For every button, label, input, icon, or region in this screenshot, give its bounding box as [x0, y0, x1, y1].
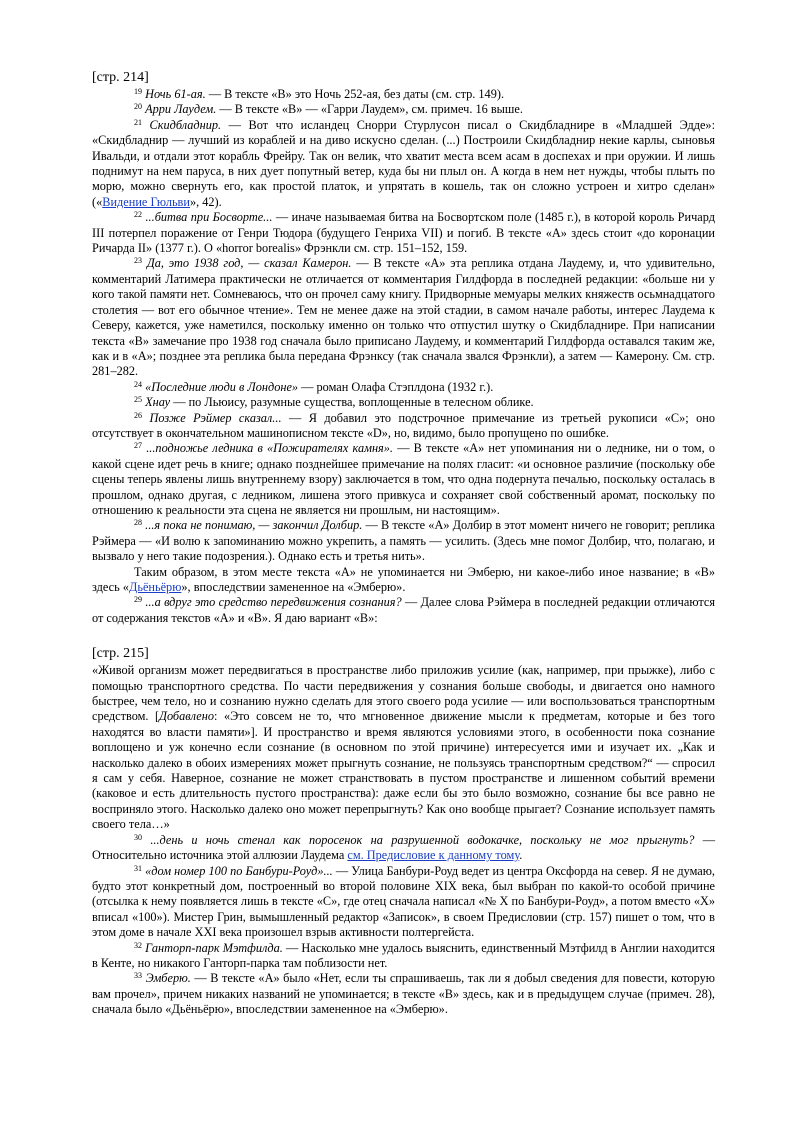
- footnote-number: 29: [134, 595, 142, 605]
- footnote-lemma: Хнау: [145, 395, 171, 410]
- footnote-number: 30: [134, 832, 142, 842]
- footnote-22: [92, 210, 715, 256]
- footnote-25: [92, 395, 715, 410]
- page-ref-215: [стр. 215]: [92, 646, 149, 662]
- footnote-text: — В тексте «А» эта реплика отдана Лаудему, и, что удивительно, комментарий Латимера практически не отличается от комментария Гилдфорда в последней редакции: «больше ни у кого такой памяти нет. Сомневаюсь, что он прочел саму книгу. Придворные мемуары мелких княжеств осьмнадцатого столетия — вот его обычное чтение». Тем не менее даже на этой стадии, в самом начале работы, интерес Лаудема к Северу, кажется, уже наметился, поскольку именно он только что отпустил шутку о Скидбладнире. При написании текста «В» замечание про 1938 год сначала было приписано Лаудему, и комментарий Гилдфорда оставался таким же, как и в «А»; позднее эта реплика была передана Фрэнксу (так сначала звался Фрэнкли), а затем — Камерону. См. стр. 281–282.: [92, 256, 715, 379]
- footnote-number: 25: [134, 395, 142, 405]
- document-page: [92, 70, 715, 1018]
- footnote-lemma: Ганторп-парк Мэтфилда.: [145, 940, 283, 955]
- footnote-text: — Вот что исландец Снорри Стурлусон писал о Скидбладнире в «Младшей Эдде»: «Скидбладнир — лучший из кораблей и на диво искусно сделан. (...) Построили Скидбладнир некие карлы, сыновья Ивальди, и отдали этот корабль Фрейру. Так он велик, что хватит места всем асам в доспехах и при оружии. И лишь поднимут на нем паруса, в них дует попутный ветер, куда бы ни плыл он. А когда в нем нет нужды, чтобы плыть по морю, можно свернуть его, как простой платок, и упрятать в кошель, так он сложно устроен и хитро сделан» («: [92, 117, 715, 209]
- footnote-lemma: Да, это 1938 год, — сказал Камерон.: [146, 256, 352, 271]
- footnote-32: [92, 941, 715, 972]
- footnote-30: [92, 833, 715, 864]
- footnote-number: 20: [134, 102, 142, 112]
- footnote-27: [92, 441, 715, 518]
- footnote-number: 33: [134, 971, 142, 981]
- footnote-number: 21: [134, 117, 142, 127]
- footnote-20: [92, 102, 715, 117]
- footnote-26: [92, 411, 715, 442]
- footnote-lemma: Арри Лаудем.: [145, 102, 217, 117]
- footnote-text: — В тексте «А» нет упоминания ни о леднике, ни о том, о какой сцене идет речь в книге; однако позднейшее примечание на полях гласит: «и основное различие (поскольку обе сцены теперь явлены лишь внутреннему взору) заключается в том, что одна подернута печалью, поскольку осталась в прошлом, однако другая, с ледником, лишена этого привкуса и сохраняет свой собственный аромат, поскольку по отношению к реальности эта сцена не является ни прошлым, ни настоящим».: [92, 441, 715, 517]
- quote-text: «Живой организм может передвигаться в пространстве либо приложив усилие (как, например, при прыжке), либо с помощью транспортного средства. По части передвижения у сознания больше свободы, и двигается оно намного быстрее, чем тело, но и сознанию нужно сделать для этого своего рода усилие — или воспользоваться транспортным средством. [: [92, 663, 715, 724]
- footnote-number: 19: [134, 87, 142, 96]
- link-preface[interactable]: см. Предисловие к данному тому: [347, 848, 520, 863]
- footnote-lemma: ...день и ночь стенал как поросенок на разрушенной водокачке, поскольку не мог прыгнуть?: [150, 832, 695, 847]
- footnote-lemma: Позже Рэймер сказал...: [149, 410, 282, 425]
- footnote-lemma: ...я пока не понимаю, — закончил Долбир.: [145, 518, 363, 533]
- footnote-text-tail: », 42).: [189, 194, 222, 209]
- footnote-number: 31: [134, 863, 142, 873]
- footnote-text: — В тексте «А» было «Нет, если ты спрашиваешь, так ли я добыл сведения для повести, которую вам прочел», причем никаких названий не упоминается; в тексте «В» здесь, как и в предыдущем случае (примеч. 28), сначала было «Дьёньёрю», впоследствии замененное на «Эмберю».: [92, 971, 715, 1017]
- link-dyenyoryu[interactable]: Дьёньёрю: [128, 580, 182, 594]
- footnote-number: 32: [134, 940, 142, 950]
- footnote-number: 27: [134, 441, 142, 451]
- footnote-text: — В тексте «В» это Ночь 252-ая, без даты (см. стр. 149).: [205, 87, 505, 101]
- quote-added-label: Добавлено: [159, 709, 214, 724]
- footnote-31: [92, 864, 715, 941]
- footnote-lemma: Скидбладнир.: [149, 117, 222, 132]
- footnote-28: [92, 518, 715, 564]
- footnote-text: — Улица Банбури-Роуд ведет из центра Оксфорда на север. Я не думаю, будто этот конкретный дом, построенный во второй половине XIX века, был выбран по какой-то особой причине (отсылка к нему появляется лишь в тексте «С», где отец сначала написал «№ X по Банбури-Роуд», а потом вместо «X» вписал «100»). Мистер Грин, вымышленный редактор «Записок», в своем Предисловии (стр. 157) пишет о том, что в этом доме в начале XXI века произошел взрыв активности полтергейста.: [92, 863, 716, 940]
- paragraph-text: Таким образом, в этом месте текста «А» не упоминается ни Эмберю, ни какое-либо иное название; в «В» здесь «: [92, 564, 715, 594]
- footnote-number: 22: [134, 210, 142, 220]
- page-ref-214: [стр. 214]: [92, 70, 149, 85]
- footnote-text: — В тексте «А» Долбир в этот момент ничего не говорит; реплика Рэймера — «И волю к запоминанию можно укрепить, а память — усилить. (Здесь мне помог Долбир, что, полагаю, и вызвало у него такие подозрения.). Однако есть и третья нить».: [92, 518, 715, 564]
- footnote-lemma: ...битва при Босворте...: [145, 210, 273, 225]
- footnote-text-tail: .: [519, 848, 523, 863]
- footnote-number: 23: [134, 256, 142, 266]
- footnote-text: — В тексте «В» — «Гарри Лаудем», см. примеч. 16 выше.: [216, 102, 523, 117]
- footnote-text: — по Льюису, разумные существа, воплощенные в телесном облике.: [170, 395, 534, 410]
- footnote-text: — Далее слова Рэймера в последней редакции отличаются от содержания текстов «А» и «В». Я даю вариант «В»:: [92, 595, 715, 625]
- footnote-lemma: ...подножье ледника в «Пожирателях камня».: [146, 441, 393, 456]
- link-videnie-gyulvi[interactable]: Видение Гюльви: [102, 194, 190, 209]
- footnote-lemma: Эмберю.: [145, 971, 191, 986]
- paragraph-text-tail: », впоследствии замененное на «Эмберю».: [181, 580, 406, 594]
- quote-text-cont: : «Это совсем не то, что мгновенное движение мысли к предметам, которые и без того находятся во власти памяти»]. И пространство и время являются условиями этого, в особенности пока сознание воплощено и уж конечно если сознание (в основном по этой причине) интересуется ими и изучает их. „Как и насколько далеко в обоих измерениях может прыгнуть сознание, не пользуясь транспортным средством?“ — спросил я сам у себя. Наверное, сознание не может странствовать в пустом пространстве и лишенном событий времени (каковое и есть длительность пустого пространства): даже если бы это было возможно, сознание бы все равно не восприняло этого. Насколько далеко оно может перепрыгнуть? Как оно вообще прыгает? Сознание использует память своего тела…»: [92, 709, 715, 832]
- footnote-text: — Насколько мне удалось выяснить, единственный Мэтфилд в Англии находится в Кенте, но никакого Ганторп-парка там поблизости нет.: [92, 940, 716, 970]
- footnote-text: — роман Олафа Стэплдона (1932 г.).: [298, 379, 494, 394]
- footnote-text: — Относительно источника этой аллюзии Лаудема: [92, 832, 716, 863]
- footnote-33: [92, 971, 715, 1017]
- footnote-text: — иначе называемая битва на Босвортском поле (1485 г.), в которой король Ричард III потерпел поражение от Генри Тюдора (будущего Генриха VII) и погиб. В тексте «А» здесь стоит «до коронации Ричарда II» (1377 г.). О «horror borealis» Фрэнкли см. стр. 151–152, 159.: [92, 210, 715, 256]
- footnote-number: 28: [134, 518, 142, 528]
- footnote-24: [92, 380, 715, 395]
- footnote-lemma: Ночь 61-ая.: [145, 87, 206, 101]
- footnote-21: [92, 118, 715, 210]
- footnote-lemma: ...а вдруг это средство передвижения сознания?: [145, 595, 402, 610]
- quote-variant-b: [92, 663, 715, 832]
- footnote-lemma: «Последние люди в Лондоне»: [145, 379, 299, 394]
- footnote-23: [92, 256, 715, 379]
- footnote-29: [92, 595, 715, 626]
- footnote-lemma: «дом номер 100 по Банбури-Роуд»...: [145, 863, 333, 878]
- footnote-text: — Я добавил это подстрочное примечание из третьей рукописи «С»; оно отсутствует в окончательном машинописном тексте «D», но, видимо, было пропущено по ошибке.: [92, 410, 716, 440]
- paragraph-emberyu: [92, 565, 715, 596]
- footnote-number: 26: [134, 410, 142, 420]
- footnote-19: [92, 87, 715, 102]
- footnote-number: 24: [134, 379, 142, 389]
